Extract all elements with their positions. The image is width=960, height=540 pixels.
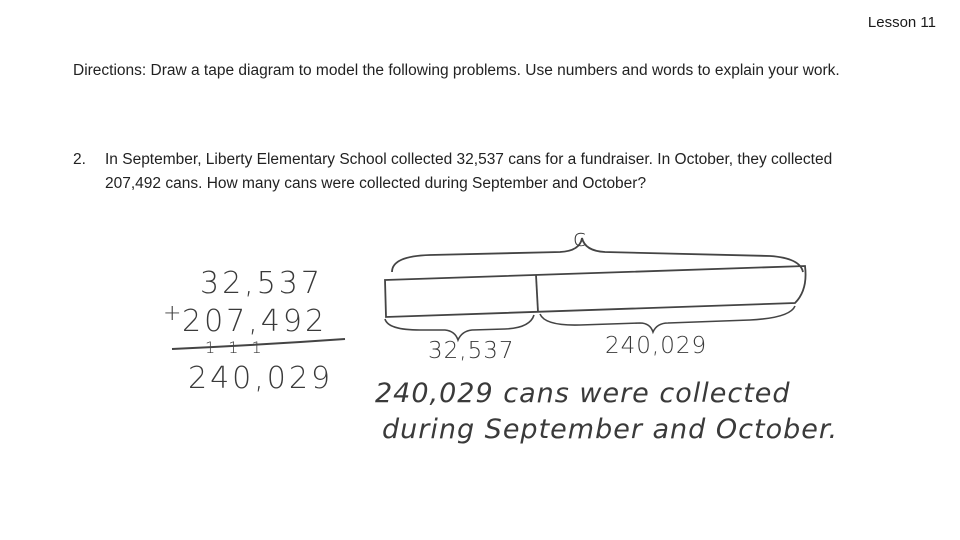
tape-bar — [385, 266, 806, 317]
total-label: c — [573, 224, 587, 252]
plus-sign: + — [163, 301, 182, 326]
tape-divider — [536, 275, 538, 312]
problem-text: In September, Liberty Elementary School collected 32,537 cans for a fundraiser. In October, they collected 207,492 cans. How many cans were collected during September and October? — [105, 151, 833, 192]
left-bottom-brace — [385, 315, 534, 340]
directions-text: Directions: Draw a tape diagram to model the following problems. Use numbers and words to explain your work. — [73, 62, 840, 79]
carry-marks: 1 1 1 — [205, 338, 266, 357]
problem-number: 2. — [73, 151, 86, 168]
addend-2: 207,492 — [182, 304, 328, 339]
addend-1: 32,537 — [200, 266, 323, 301]
part-2-label: 240,029 — [605, 333, 708, 359]
top-brace — [392, 238, 803, 272]
answer-line-1: 240,029 cans were collected — [375, 378, 791, 409]
part-1-label: 32,537 — [428, 338, 515, 364]
sum-result: 240,029 — [188, 361, 334, 396]
addition-line — [172, 339, 345, 349]
lesson-label: Lesson 11 — [867, 14, 936, 31]
answer-line-2: during September and October. — [382, 414, 839, 445]
